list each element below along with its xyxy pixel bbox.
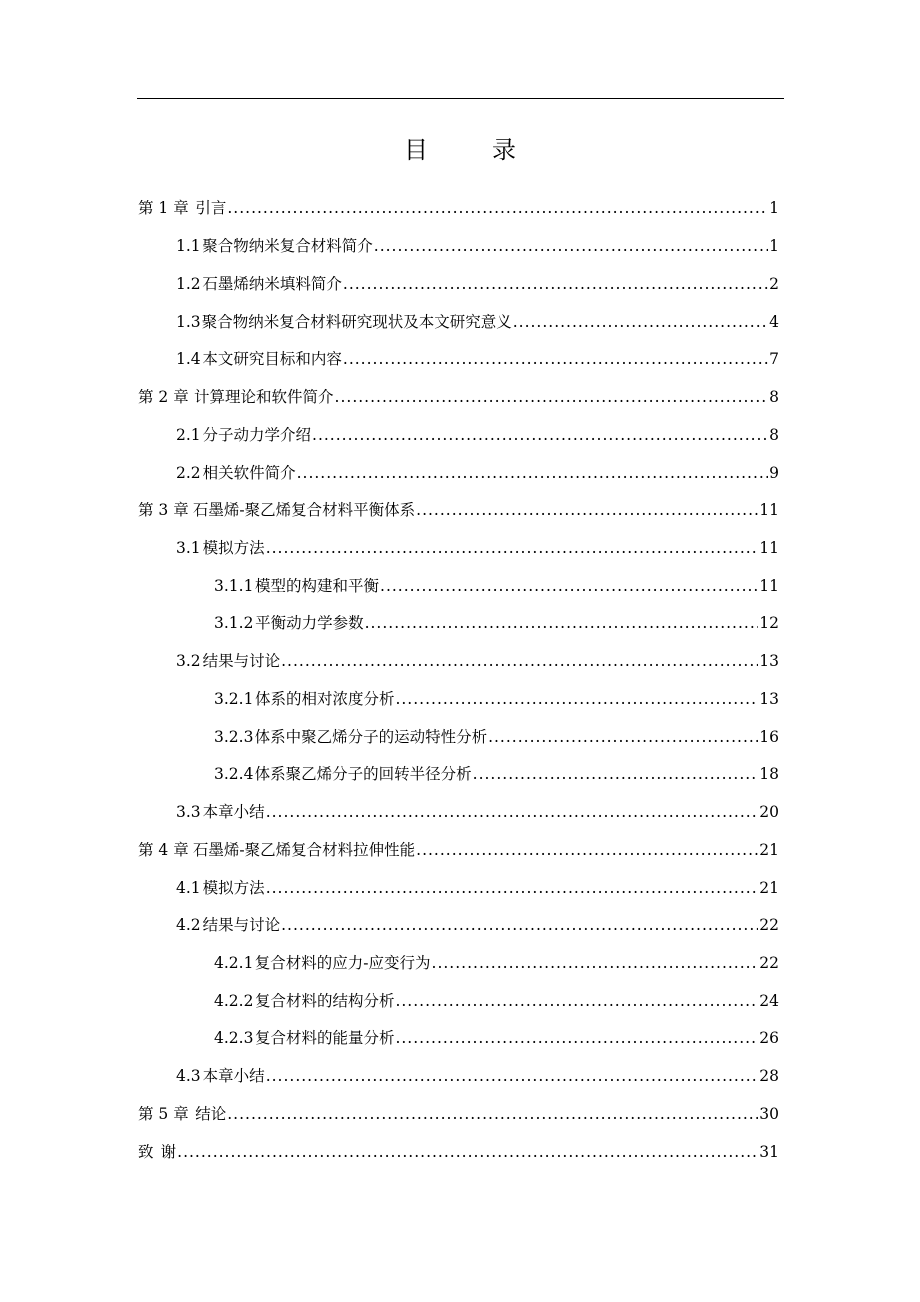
toc-entry-title: 体系聚乙烯分子的回转半径分析 <box>254 765 472 783</box>
toc-page-number: 7 <box>769 350 779 368</box>
toc-entry-subsection[interactable] <box>214 989 779 1013</box>
toc-entry-title: 石墨烯-聚乙烯复合材料拉伸性能 <box>192 841 416 859</box>
toc-entry-number: 3.2.4 <box>214 765 254 783</box>
toc-leader-dots <box>177 1140 758 1164</box>
toc-entry-number: 4.1 <box>176 879 201 897</box>
toc-page-number: 16 <box>759 728 779 746</box>
page-title: 目 录 <box>404 136 536 164</box>
toc-leader-dots <box>266 1064 759 1088</box>
toc-leader-dots <box>473 762 759 786</box>
toc-page-number: 4 <box>769 313 779 331</box>
toc-entry-number: 第 3 章 <box>138 501 189 519</box>
toc-entry-chapter[interactable] <box>138 498 779 522</box>
toc-entry-subsection[interactable] <box>214 611 779 635</box>
toc-entry-title: 石墨烯纳米填料简介 <box>202 275 342 293</box>
toc-entry-title: 本文研究目标和内容 <box>202 350 342 368</box>
toc-page-number: 1 <box>769 237 779 255</box>
toc-entry-number: 4.3 <box>176 1067 201 1085</box>
toc-entry-title: 聚合物纳米复合材料研究现状及本文研究意义 <box>201 313 512 331</box>
toc-page-number: 13 <box>759 652 779 670</box>
toc-entry-number: 第 2 章 <box>138 388 189 406</box>
toc-entry-title: 体系中聚乙烯分子的运动特性分析 <box>254 728 488 746</box>
toc-leader-dots <box>335 385 769 409</box>
toc-entry-number: 4.2.3 <box>214 1029 254 1047</box>
toc-entry-chapter[interactable] <box>138 385 779 409</box>
toc-page-number: 22 <box>759 954 779 972</box>
toc-entry-section[interactable] <box>176 536 779 560</box>
toc-leader-dots <box>488 725 758 749</box>
toc-entry-number: 3.2.3 <box>214 728 254 746</box>
toc-entry-number: 3.3 <box>176 803 201 821</box>
toc-leader-dots <box>343 347 768 371</box>
toc-leader-dots <box>227 196 768 220</box>
toc-entry-section[interactable] <box>176 913 779 937</box>
toc-entry-title: 结论 <box>195 1105 227 1123</box>
toc-page-number: 21 <box>759 841 779 859</box>
toc-page-number: 21 <box>759 879 779 897</box>
toc-leader-dots <box>365 611 759 635</box>
toc-leader-dots <box>395 989 758 1013</box>
toc-entry-number: 第 4 章 <box>138 841 189 859</box>
toc-leader-dots <box>416 838 758 862</box>
toc-entry-number: 1.1 <box>176 237 201 255</box>
toc-entry-number: 2.2 <box>176 464 201 482</box>
toc-leader-dots <box>395 687 758 711</box>
toc-entry-title: 本章小结 <box>202 803 265 821</box>
toc-leader-dots <box>513 310 768 334</box>
toc-page-number: 11 <box>759 577 779 595</box>
toc-entry-title: 分子动力学介绍 <box>202 426 312 444</box>
toc-page-number: 18 <box>759 765 779 783</box>
toc-entry-section[interactable] <box>176 310 779 334</box>
toc-page-number: 30 <box>759 1105 779 1123</box>
toc-entry-number: 2.1 <box>176 426 201 444</box>
toc-entry-section[interactable] <box>176 461 779 485</box>
toc-entry-title: 结果与讨论 <box>202 652 281 670</box>
toc-entry-number: 3.2 <box>176 652 201 670</box>
toc-entry-number: 4.2 <box>176 916 201 934</box>
toc-page-number: 11 <box>759 501 779 519</box>
toc-entry-title: 复合材料的结构分析 <box>254 992 395 1010</box>
toc-leader-dots <box>416 498 758 522</box>
toc-entry-number: 致 <box>138 1143 154 1161</box>
toc-entry-number: 1.3 <box>176 313 201 331</box>
toc-entry-number: 第 1 章 <box>138 199 189 217</box>
toc-entry-title: 结果与讨论 <box>202 916 281 934</box>
toc-leader-dots <box>432 951 759 975</box>
toc-leader-dots <box>297 461 769 485</box>
toc-entry-section[interactable] <box>176 423 779 447</box>
toc-page-number: 9 <box>769 464 779 482</box>
toc-entry-subsection[interactable] <box>214 725 779 749</box>
toc-leader-dots <box>227 1102 758 1126</box>
toc-leader-dots <box>266 536 759 560</box>
toc-entry-number: 3.1.2 <box>214 614 254 632</box>
toc-entry-number: 3.1.1 <box>214 577 254 595</box>
toc-entry-title: 引言 <box>195 199 227 217</box>
toc-entry-number: 第 5 章 <box>138 1105 189 1123</box>
toc-entry-number: 3.1 <box>176 539 201 557</box>
toc-leader-dots <box>266 876 759 900</box>
toc-entry-title: 体系的相对浓度分析 <box>254 690 395 708</box>
toc-entry-title: 复合材料的能量分析 <box>254 1029 395 1047</box>
toc-entry-subsection[interactable] <box>214 1026 779 1050</box>
toc-entry-section[interactable] <box>176 800 779 824</box>
toc-page-number: 22 <box>759 916 779 934</box>
toc-page-number: 1 <box>769 199 779 217</box>
toc-page-number: 31 <box>759 1143 779 1161</box>
toc-entry-title: 谢 <box>160 1143 177 1161</box>
header-rule <box>137 98 784 99</box>
toc-entry-title: 复合材料的应力-应变行为 <box>254 954 431 972</box>
toc-leader-dots <box>380 574 758 598</box>
toc-entry-title: 模型的构建和平衡 <box>255 577 380 595</box>
toc-entry-section[interactable] <box>176 876 779 900</box>
toc-entry-number: 4.2.1 <box>214 954 254 972</box>
toc-page-number: 2 <box>769 275 779 293</box>
toc-entry-section[interactable] <box>176 649 779 673</box>
toc-page-number: 8 <box>769 426 779 444</box>
toc-entry-subsection[interactable] <box>214 951 779 975</box>
toc-entry-section[interactable] <box>176 1064 779 1088</box>
toc-entry-subsection[interactable] <box>214 574 779 598</box>
toc-page-number: 24 <box>759 992 779 1010</box>
toc-entry-number: 1.2 <box>176 275 201 293</box>
toc-entry-title: 相关软件简介 <box>202 464 296 482</box>
toc-entry-title: 本章小结 <box>202 1067 265 1085</box>
toc-entry-section[interactable] <box>176 272 779 296</box>
toc-entry-number: 4.2.2 <box>214 992 254 1010</box>
toc-entry-chapter[interactable] <box>138 1140 779 1164</box>
toc-entry-number: 3.2.1 <box>214 690 254 708</box>
toc-leader-dots <box>281 913 758 937</box>
toc-entry-title: 石墨烯-聚乙烯复合材料平衡体系 <box>192 501 416 519</box>
toc-leader-dots <box>312 423 768 447</box>
toc-leader-dots <box>374 234 768 258</box>
toc-entry-chapter[interactable] <box>138 1102 779 1126</box>
toc-page-number: 8 <box>769 388 779 406</box>
toc-leader-dots <box>281 649 758 673</box>
toc-entry-section[interactable] <box>176 347 779 371</box>
toc-entry-title: 模拟方法 <box>202 539 265 557</box>
toc-leader-dots <box>266 800 759 824</box>
toc-entry-number: 1.4 <box>176 350 201 368</box>
toc-entry-title: 模拟方法 <box>202 879 265 897</box>
toc-entry-subsection[interactable] <box>214 687 779 711</box>
toc-entry-subsection[interactable] <box>214 762 779 786</box>
toc-entry-title: 计算理论和软件简介 <box>194 388 334 406</box>
toc-leader-dots <box>395 1026 758 1050</box>
toc-page-number: 12 <box>759 614 779 632</box>
toc-page-number: 11 <box>759 539 779 557</box>
toc-page-number: 26 <box>759 1029 779 1047</box>
toc-leader-dots <box>343 272 768 296</box>
toc-page-number: 20 <box>759 803 779 821</box>
toc-entry-section[interactable] <box>176 234 779 258</box>
toc-entry-chapter[interactable] <box>138 196 779 220</box>
toc-entry-title: 平衡动力学参数 <box>255 614 364 632</box>
toc-page-number: 13 <box>759 690 779 708</box>
toc-entry-chapter[interactable] <box>138 838 779 862</box>
toc-entry-title: 聚合物纳米复合材料简介 <box>202 237 373 255</box>
toc-page-number: 28 <box>759 1067 779 1085</box>
